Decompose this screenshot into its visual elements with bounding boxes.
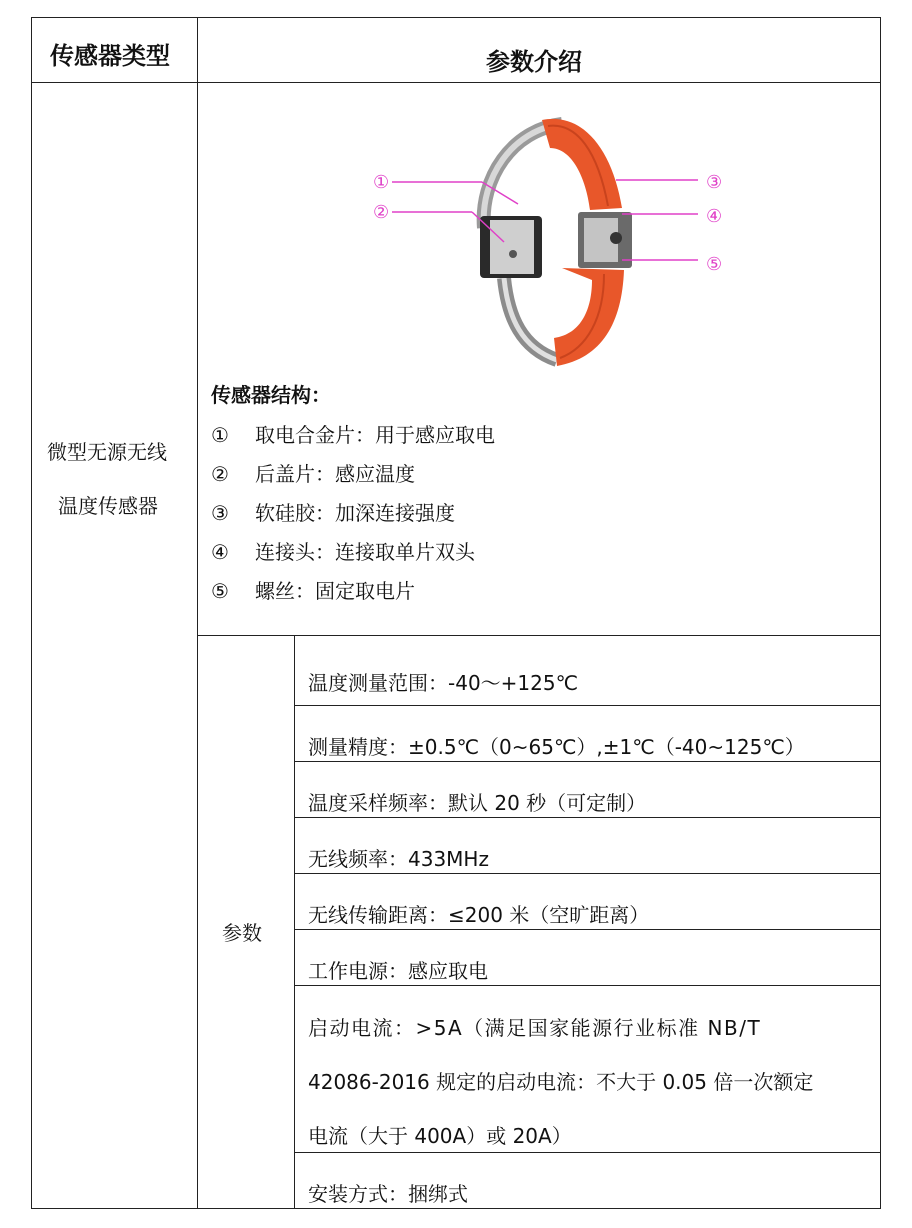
structure-item-text: 软硅胶：加深连接强度 (255, 501, 455, 525)
table-border-bottom (31, 1208, 881, 1209)
structure-item-text: 取电合金片：用于感应取电 (255, 423, 495, 447)
param-row-divider (294, 985, 881, 986)
structure-item-text: 连接头：连接取单片双头 (255, 540, 475, 564)
param-start-current-line2: 42086-2016 规定的启动电流：不大于 0.05 倍一次额定 (308, 1070, 814, 1094)
param-installation: 安装方式：捆绑式 (308, 1182, 468, 1206)
structure-title: 传感器结构： (211, 383, 331, 407)
structure-item (211, 497, 455, 526)
param-wireless-frequency: 无线频率：433MHz (308, 847, 489, 871)
structure-item (211, 458, 415, 487)
structure-divider (197, 635, 881, 636)
sensor-product-diagram (372, 108, 732, 370)
param-accuracy: 测量精度：±0.5℃（0~65℃）,±1℃（-40~125℃） (308, 735, 805, 759)
structure-item (211, 419, 495, 448)
diagram-marker-5: ⑤ (706, 254, 723, 275)
table-border-right (880, 17, 881, 1209)
structure-item-number: ③ (211, 501, 229, 525)
param-row-divider (294, 761, 881, 762)
param-row-divider (294, 705, 881, 706)
diagram-marker-1: ① (373, 172, 390, 193)
param-row-divider (294, 817, 881, 818)
param-temperature-range: 温度测量范围：-40～+125℃ (308, 671, 579, 695)
params-label: 参数 (222, 921, 262, 945)
diagram-marker-4: ④ (706, 206, 723, 227)
param-label-divider (294, 635, 295, 1209)
header-parameters: 参数介绍 (486, 48, 582, 76)
diagram-marker-2: ② (373, 202, 390, 223)
structure-item-text: 后盖片：感应温度 (255, 462, 415, 486)
structure-item-number: ⑤ (211, 579, 229, 603)
param-transmission-distance: 无线传输距离：≤200 米（空旷距离） (308, 903, 650, 927)
structure-item (211, 536, 475, 565)
column-divider (197, 17, 198, 1209)
header-sensor-type: 传感器类型 (50, 42, 170, 70)
diagram-marker-3: ③ (706, 172, 723, 193)
sensor-type-line1: 微型无源无线 (47, 440, 167, 464)
header-divider (31, 82, 881, 83)
structure-item-number: ④ (211, 540, 229, 564)
param-row-divider (294, 929, 881, 930)
table-border-top (31, 17, 881, 18)
structure-item (211, 575, 415, 604)
param-sampling-frequency: 温度采样频率：默认 20 秒（可定制） (308, 791, 647, 815)
param-power-supply: 工作电源：感应取电 (308, 959, 488, 983)
structure-item-number: ② (211, 462, 229, 486)
structure-item-number: ① (211, 423, 229, 447)
table-border-left (31, 17, 32, 1209)
param-start-current-line1: 启动电流：>5A（满足国家能源行业标准 NB/T (308, 1016, 762, 1040)
sensor-type-line2: 温度传感器 (58, 494, 158, 518)
param-row-divider (294, 1152, 881, 1153)
structure-item-text: 螺丝：固定取电片 (255, 579, 415, 603)
param-start-current-line3: 电流（大于 400A）或 20A） (308, 1124, 572, 1148)
param-row-divider (294, 873, 881, 874)
